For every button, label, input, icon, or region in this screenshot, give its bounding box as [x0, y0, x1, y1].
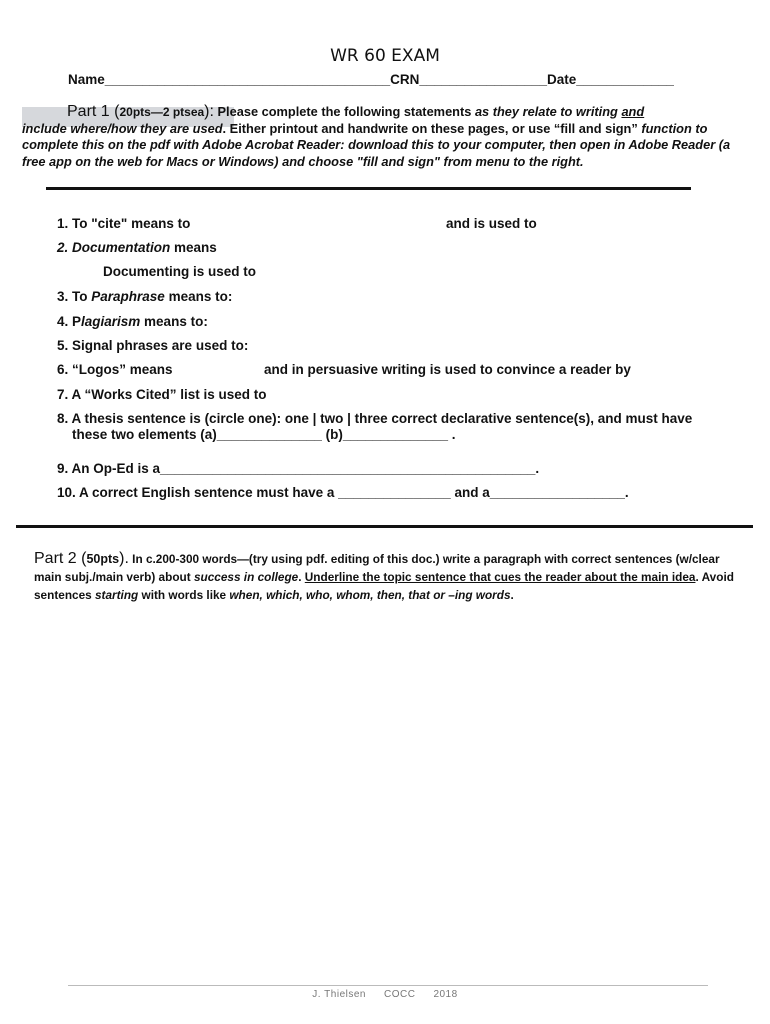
page-footer: [0, 989, 770, 1000]
question-4-a: 4. P: [57, 314, 82, 329]
part2-divider: [16, 525, 753, 528]
question-8[interactable]: 8. A thesis sentence is (circle one): one | two | three correct declarative sentence(s), and must have: [57, 411, 693, 426]
part2-text-8: when, which, who, whom, then, that or –ing words: [229, 588, 511, 602]
footer-author: J. Thielsen: [312, 989, 366, 1000]
footer-school: COCC: [383, 989, 416, 1000]
question-3[interactable]: [57, 289, 232, 304]
part2-heading-end: ).: [119, 550, 129, 567]
part1-heading: Part 1 (: [67, 103, 120, 120]
part2-text-9: .: [510, 588, 514, 602]
footer-year: 2018: [433, 989, 458, 1000]
part1-divider: [46, 187, 691, 190]
question-8-elements[interactable]: these two elements (a)______________ (b)______________ .: [72, 427, 456, 442]
question-6-persuasive: and in persuasive writing is used to convince a reader by: [264, 362, 631, 377]
question-1[interactable]: 1. To "cite" means to: [57, 216, 191, 231]
part1-points: 20pts—2 ptsea: [119, 105, 205, 119]
question-9[interactable]: 9. An Op-Ed is a__________________________________________________.: [57, 461, 540, 476]
question-3-term: Paraphrase: [91, 289, 165, 304]
crn-label: CRN: [390, 72, 420, 87]
question-4-term: lagiarism: [81, 314, 141, 329]
crn-blank[interactable]: _________________: [419, 72, 547, 87]
part1-heading-end: ):: [204, 103, 214, 120]
footer-divider: [68, 985, 708, 986]
exam-title: WR 60 EXAM: [330, 46, 440, 66]
part2-text-6: starting: [94, 588, 139, 602]
part1-text-3: and: [621, 104, 645, 119]
name-blank[interactable]: ______________________________________: [104, 72, 391, 87]
part2-text-2: success in college: [193, 570, 299, 584]
question-6[interactable]: 6. “Logos” means: [57, 362, 173, 377]
question-7[interactable]: 7. A “Works Cited” list is used to: [57, 387, 267, 402]
part1-text-5: . Either printout and handwrite on these pages, or use “fill and sign”: [222, 120, 642, 136]
part1-instructions: [22, 104, 742, 170]
question-10[interactable]: 10. A correct English sentence must have a _______________ and a__________________.: [57, 485, 629, 500]
question-3-a: 3. To: [57, 289, 92, 304]
question-2[interactable]: [57, 240, 217, 255]
question-4-c: means to:: [140, 314, 208, 329]
question-5[interactable]: 5. Signal phrases are used to:: [57, 338, 249, 353]
part1-text-1: Please complete the following statements: [213, 104, 475, 119]
question-2-means: means: [170, 240, 217, 255]
question-2-used[interactable]: Documenting is used to: [103, 264, 257, 279]
student-info-row: [68, 72, 674, 87]
part1-text-2: as they relate to writing: [474, 104, 622, 119]
part1-text-6: function to complete this on the pdf with Adobe Acrobat Reader: download this to your computer, then open in Adobe Reader (a free app on the web for Macs or Windows) and choose "fill and sign" from menu to the right.: [22, 120, 731, 169]
part2-text-5: . Avoid sentences: [34, 570, 734, 602]
date-blank[interactable]: _____________: [576, 72, 674, 87]
part1-text-4: include where/how they are used: [22, 120, 223, 136]
question-1-used-to: and is used to: [446, 216, 537, 231]
part2-text-1: In c.200-300 words—(try using pdf. editing of this doc.) write a paragraph with correct sentences (w/clear main subj./main verb) about: [34, 552, 720, 584]
date-label: Date: [546, 72, 577, 87]
question-2-term: 2. Documentation: [57, 240, 171, 255]
question-4[interactable]: [57, 314, 208, 329]
name-label: Name: [68, 72, 105, 87]
part2-text-3: .: [298, 570, 305, 584]
part2-points: 50pts: [86, 552, 120, 566]
part2-heading: Part 2 (: [34, 550, 87, 567]
question-3-c: means to:: [164, 289, 233, 304]
part2-text-7: with words like: [138, 588, 230, 602]
part2-instructions: [34, 550, 739, 604]
part2-text-4: Underline the topic sentence that cues the reader about the main idea: [304, 570, 696, 584]
